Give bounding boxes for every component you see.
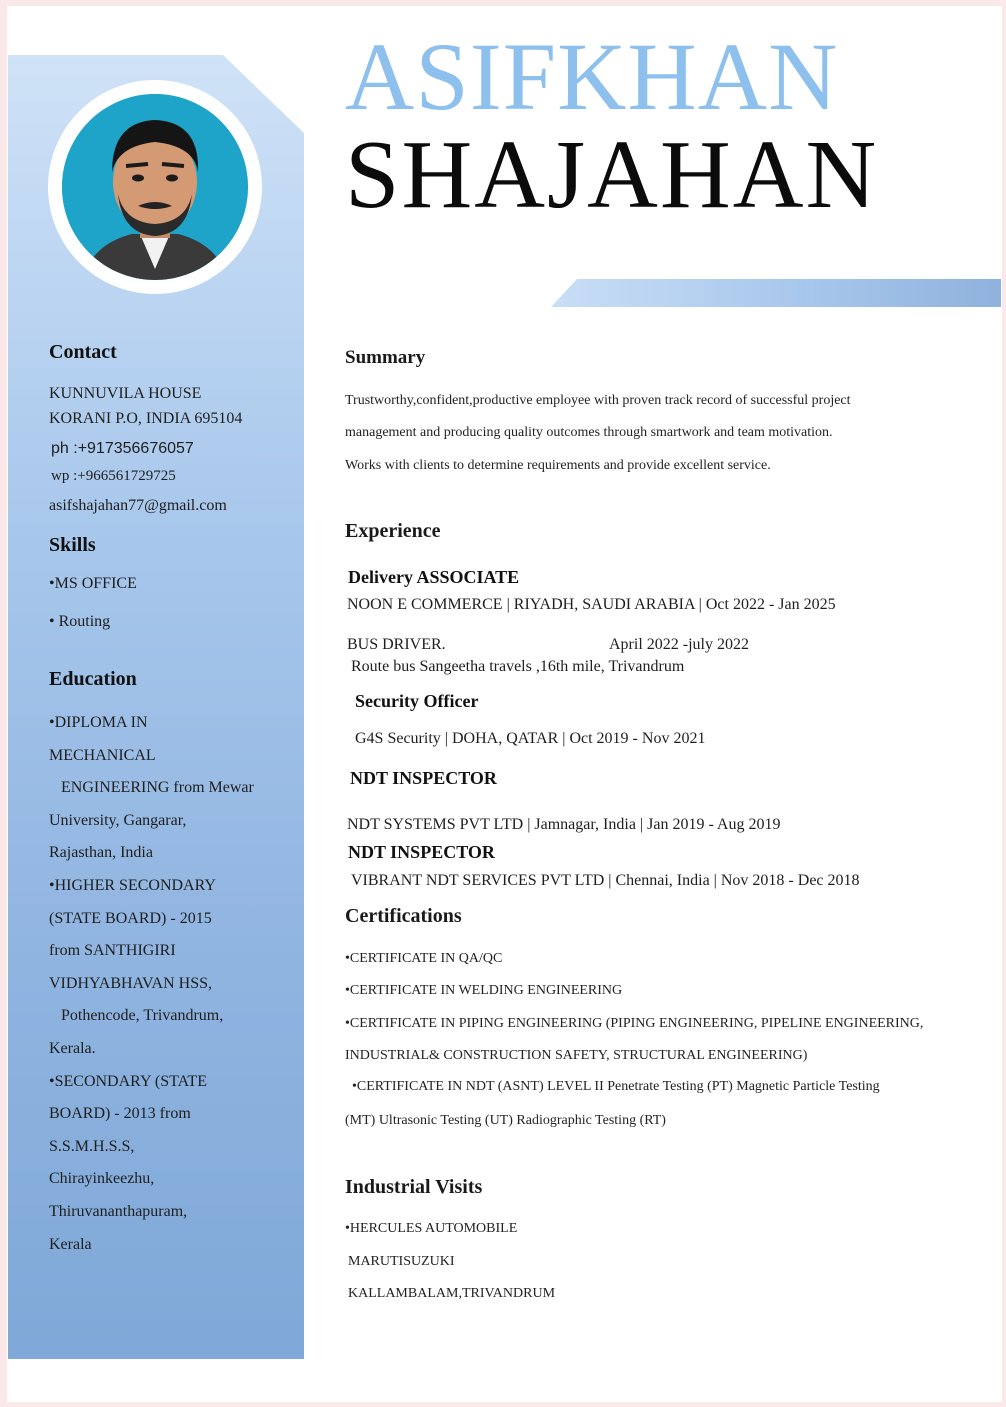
address-line-2: KORANI P.O, INDIA 695104 bbox=[49, 410, 243, 427]
job-title: NDT INSPECTOR bbox=[350, 768, 497, 788]
last-name: SHAJAHAN bbox=[345, 121, 879, 229]
skills-heading: Skills bbox=[49, 534, 96, 556]
summary-line: Trustworthy,confident,productive employee with proven track record of successful project bbox=[345, 393, 851, 408]
certification-line: (MT) Ultrasonic Testing (UT) Radiographic Testing (RT) bbox=[345, 1113, 666, 1128]
visit-line: MARUTISUZUKI bbox=[348, 1254, 455, 1269]
certification-line: •CERTIFICATE IN PIPING ENGINEERING (PIPING ENGINEERING, PIPELINE ENGINEERING, bbox=[345, 1016, 924, 1031]
industrial-visits-heading: Industrial Visits bbox=[345, 1176, 483, 1198]
education-line: Pothencode, Trivandrum, bbox=[49, 1007, 224, 1025]
summary-line: Works with clients to determine requirements and provide excellent service. bbox=[345, 458, 771, 473]
job-detail: G4S Security | DOHA, QATAR | Oct 2019 - Nov 2021 bbox=[355, 730, 706, 747]
first-name: ASIFKHAN bbox=[345, 23, 839, 130]
summary-line: management and producing quality outcomes through smartwork and team motivation. bbox=[345, 425, 833, 440]
certification-line: INDUSTRIAL& CONSTRUCTION SAFETY, STRUCTURAL ENGINEERING) bbox=[345, 1048, 808, 1063]
certification-line: •CERTIFICATE IN NDT (ASNT) LEVEL II Penetrate Testing (PT) Magnetic Particle Testing bbox=[345, 1079, 880, 1094]
education-line: •SECONDARY (STATE bbox=[49, 1072, 207, 1090]
certification-line: •CERTIFICATE IN QA/QC bbox=[345, 951, 503, 966]
education-line: S.S.M.H.S.S, bbox=[49, 1137, 135, 1155]
education-line: Kerala bbox=[49, 1235, 92, 1253]
job-detail: NDT SYSTEMS PVT LTD | Jamnagar, India | Jan 2019 - Aug 2019 bbox=[347, 816, 781, 833]
job-dates: April 2022 -july 2022 bbox=[609, 636, 749, 653]
education-line: ENGINEERING from Mewar bbox=[49, 779, 254, 797]
certification-line: •CERTIFICATE IN WELDING ENGINEERING bbox=[345, 983, 623, 998]
job-title: Delivery ASSOCIATE bbox=[348, 567, 520, 587]
education-line: •HIGHER SECONDARY bbox=[49, 877, 216, 894]
education-line: Rajasthan, India bbox=[49, 844, 153, 862]
visit-line: •HERCULES AUTOMOBILE bbox=[345, 1221, 518, 1236]
education-line: Kerala. bbox=[49, 1040, 96, 1057]
job-title: Security Officer bbox=[355, 691, 479, 711]
education-line: BOARD) - 2013 from bbox=[49, 1105, 191, 1123]
job-detail: Route bus Sangeetha travels ,16th mile, Trivandrum bbox=[351, 658, 685, 675]
profile-photo bbox=[62, 94, 248, 280]
phone-number: ph :+917356676057 bbox=[51, 440, 194, 457]
job-detail: VIBRANT NDT SERVICES PVT LTD | Chennai, India | Nov 2018 - Dec 2018 bbox=[351, 872, 860, 889]
contact-heading: Contact bbox=[49, 341, 117, 363]
address-line-1: KUNNUVILA HOUSE bbox=[49, 385, 202, 402]
visit-line: KALLAMBALAM,TRIVANDRUM bbox=[348, 1286, 556, 1301]
education-line: VIDHYABHAVAN HSS, bbox=[49, 974, 212, 992]
whatsapp-number: wp :+966561729725 bbox=[51, 468, 176, 484]
job-detail: NOON E COMMERCE | RIYADH, SAUDI ARABIA | Oct 2022 - Jan 2025 bbox=[347, 596, 836, 613]
education-line: Thiruvananthapuram, bbox=[49, 1203, 188, 1220]
header-accent-bar bbox=[551, 279, 1001, 307]
skill-item: • Routing bbox=[49, 613, 111, 630]
experience-heading: Experience bbox=[345, 520, 441, 542]
education-line: (STATE BOARD) - 2015 bbox=[49, 909, 212, 927]
job-title: NDT INSPECTOR bbox=[348, 842, 495, 862]
job-title: BUS DRIVER. bbox=[347, 636, 446, 653]
education-line: University, Gangarar, bbox=[49, 811, 187, 829]
skill-item: •MS OFFICE bbox=[49, 575, 137, 592]
person-portrait-icon bbox=[62, 94, 248, 280]
education-line: Chirayinkeezhu, bbox=[49, 1170, 155, 1188]
summary-heading: Summary bbox=[345, 347, 426, 368]
education-line: •DIPLOMA IN bbox=[49, 714, 148, 731]
certifications-heading: Certifications bbox=[345, 905, 462, 927]
education-line: MECHANICAL bbox=[49, 746, 156, 764]
email-address: asifshajahan77@gmail.com bbox=[49, 497, 227, 514]
education-line: from SANTHIGIRI bbox=[49, 942, 176, 960]
education-heading: Education bbox=[49, 668, 137, 690]
